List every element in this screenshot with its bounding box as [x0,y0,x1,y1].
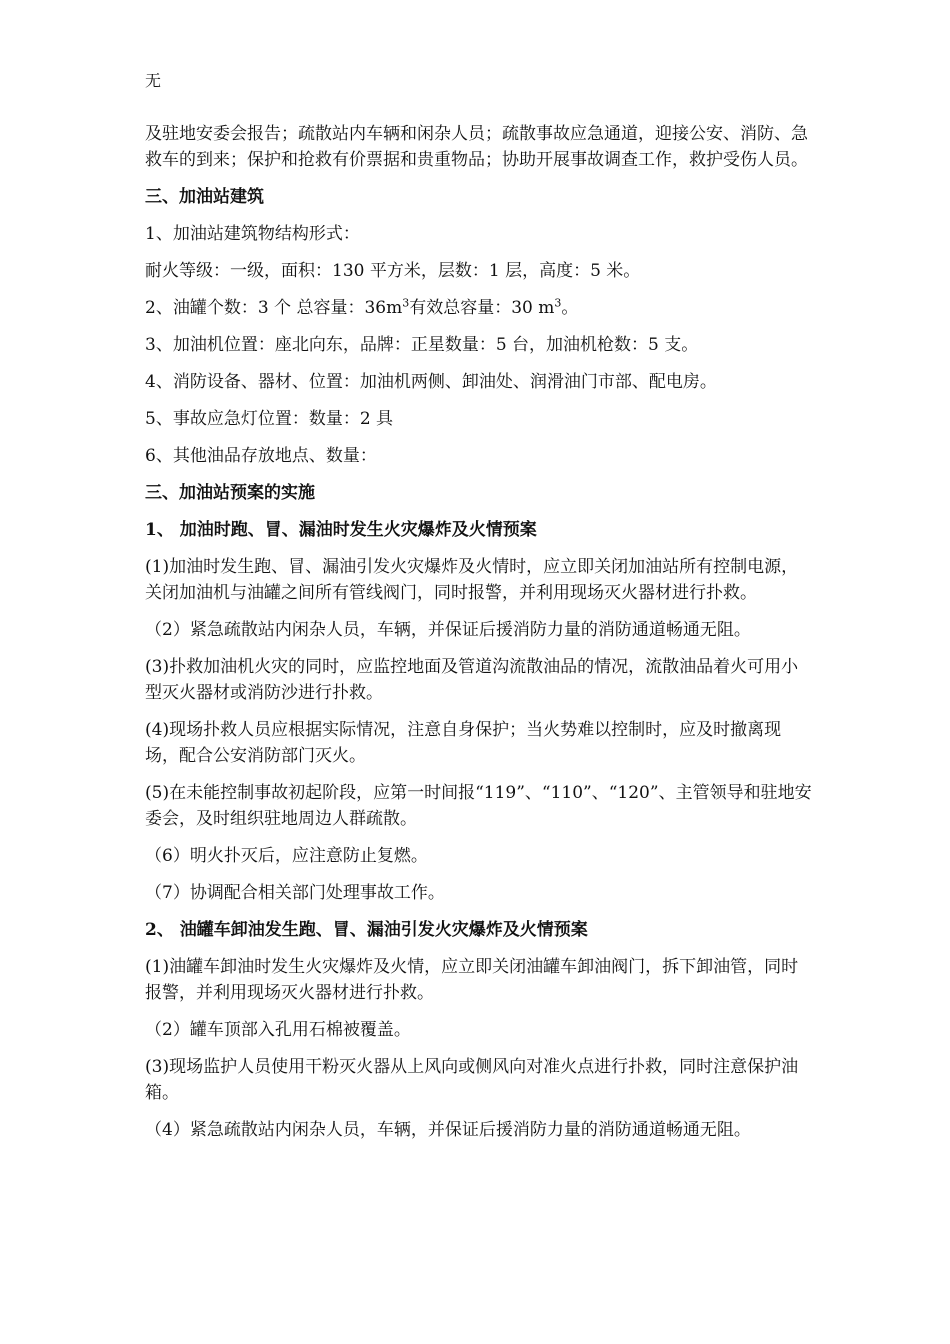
header-mark: 无 [145,71,162,90]
paragraph: 3、加油机位置：座北向东，品牌：正星数量：5 台，加油机枪数：5 支。 [145,335,699,355]
text-run: 。 [561,298,579,318]
paragraph: （7）协调配合相关部门处理事故工作。 [145,883,445,903]
subsection-heading: 1、 加油时跑、冒、漏油时发生火灾爆炸及火情预案 [145,520,537,540]
paragraph: (4)现场扑救人员应根据实际情况，注意自身保护；当火势难以控制时，应及时撤离现场，配合公安消防部门灭火。 [145,720,782,766]
section-heading: 三、加油站预案的实施 [145,483,315,503]
paragraph: （4）紧急疏散站内闲杂人员，车辆，并保证后援消防力量的消防通道畅通无阻。 [145,1120,751,1140]
paragraph: (1)加油时发生跑、冒、漏油引发火灾爆炸及火情时，应立即关闭加油站所有控制电源，关闭加油机与油罐之间所有管线阀门，同时报警，并利用现场灭火器材进行扑救。 [145,557,799,603]
paragraph: 4、消防设备、器材、位置：加油机两侧、卸油处、润滑油门市部、配电房。 [145,372,717,392]
paragraph: （6）明火扑灭后，应注意防止复燃。 [145,846,428,866]
paragraph: (3)现场监护人员使用干粉灭火器从上风向或侧风向对准火点进行扑救，同时注意保护油箱。 [145,1057,799,1103]
paragraph: (1)油罐车卸油时发生火灾爆炸及火情，应立即关闭油罐车卸油阀门，拆下卸油管，同时报警，并利用现场灭火器材进行扑救。 [145,957,799,1003]
paragraph: 5、事故应急灯位置：数量：2 具 [145,409,394,429]
superscript: 3 [402,296,410,310]
text-run: 2、油罐个数：3 个 总容量：36m [145,298,403,318]
paragraph: （2）紧急疏散站内闲杂人员，车辆，并保证后援消防力量的消防通道畅通无阻。 [145,620,751,640]
paragraph: （2）罐车顶部入孔用石棉被覆盖。 [145,1020,411,1040]
document-body [145,121,815,1154]
section-heading: 三、加油站建筑 [145,187,264,207]
superscript: 3 [554,296,562,310]
paragraph: (5)在未能控制事故初起阶段，应第一时间报“119”、“110”、“120”、主管领导和驻地安委会，及时组织驻地周边人群疏散。 [145,783,812,829]
paragraph: 6、其他油品存放地点、数量： [145,446,377,466]
subsection-heading: 2、 油罐车卸油发生跑、冒、漏油引发火灾爆炸及火情预案 [145,920,588,940]
paragraph: 1、加油站建筑物结构形式： [145,224,360,244]
paragraph: 耐火等级：一级，面积：130 平方米，层数：1 层，高度：5 米。 [145,261,641,281]
text-run: 有效总容量：30 m [409,298,555,318]
paragraph: (3)扑救加油机火灾的同时，应监控地面及管道沟流散油品的情况，流散油品着火可用小型灭火器材或消防沙进行扑救。 [145,657,799,703]
paragraph: 及驻地安委会报告；疏散站内车辆和闲杂人员；疏散事故应急通道，迎接公安、消防、急救车的到来；保护和抢救有价票据和贵重物品；协助开展事故调查工作，救护受伤人员。 [145,124,808,170]
paragraph-tank-capacity [145,295,815,321]
